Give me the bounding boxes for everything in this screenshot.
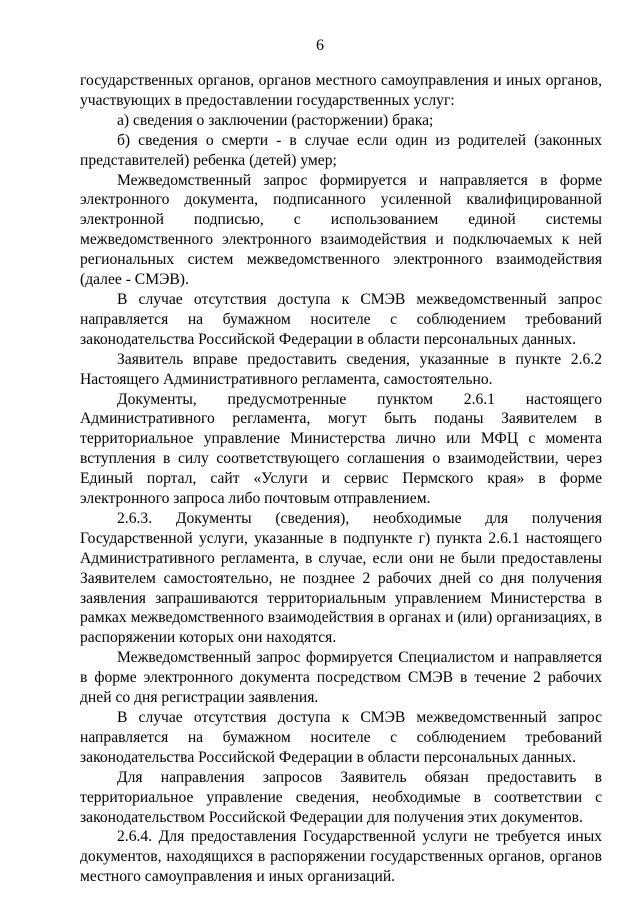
paragraph: Заявитель вправе предоставить сведения, указанные в пункте 2.6.2 Настоящего Административного регламента, самостоятельно. [80, 350, 602, 388]
paragraph: 2.6.3. Документы (сведения), необходимые для получения Государственной услуги, указанные в подпункте г) пункта 2.6.1 настоящего Административного регламента, в случае, если они не были предоставлены Заявителем самостоятельно, не позднее 2 рабочих дней со дня получения заявления запрашиваются территориальным управлением Министерства в рамках межведомственного взаимодействия в органах и (или) организациях, в распоряжении которых они находятся. [80, 509, 602, 647]
document-body [80, 71, 602, 887]
paragraph: а) сведения о заключении (расторжении) брака; [117, 111, 434, 129]
page-number: 6 [316, 37, 324, 54]
paragraph: б) сведения о смерти - в случае если один из родителей (законных представителей) ребенка (детей) умер; [80, 131, 602, 169]
paragraph: Для направления запросов Заявитель обязан предоставить в территориальное управление сведения, необходимые в соответствии с законодательством Российской Федерации для получения этих документов. [80, 768, 602, 826]
paragraph: Межведомственный запрос формируется Специалистом и направляется в форме электронного документа посредством СМЭВ в течение 2 рабочих дней со дня регистрации заявления. [80, 649, 602, 707]
paragraph: государственных органов, органов местного самоуправления и иных органов, участвующих в предоставлении государственных услуг: [80, 72, 602, 109]
paragraph: 2.6.4. Для предоставления Государственной услуги не требуется иных документов, находящихся в распоряжении государственных органов, органов местного самоуправления и иных организаций. [80, 828, 602, 886]
paragraph: Межведомственный запрос формируется и направляется в форме электронного документа, подписанного усиленной квалифицированной электронной подписью, с использованием единой системы межведомственного электронного взаимодействия и подключаемых к ней региональных систем межведомственного электронного взаимодействия (далее - СМЭВ). [80, 171, 602, 289]
paragraph: В случае отсутствия доступа к СМЭВ межведомственный запрос направляется на бумажном носителе с соблюдением требований законодательства Российской Федерации в области персональных данных. [80, 290, 602, 348]
paragraph: В случае отсутствия доступа к СМЭВ межведомственный запрос направляется на бумажном носителе с соблюдением требований законодательства Российской Федерации в области персональных данных. [80, 709, 602, 766]
paragraph: Документы, предусмотренные пунктом 2.6.1 настоящего Административного регламента, могут быть поданы Заявителем в территориальное управление Министерства лично или МФЦ с момента вступления в силу соответствующего соглашения о взаимодействии, через Единый портал, сайт «Услуги и сервис Пермского края» в форме электронного запроса либо почтовым отправлением. [80, 390, 602, 508]
